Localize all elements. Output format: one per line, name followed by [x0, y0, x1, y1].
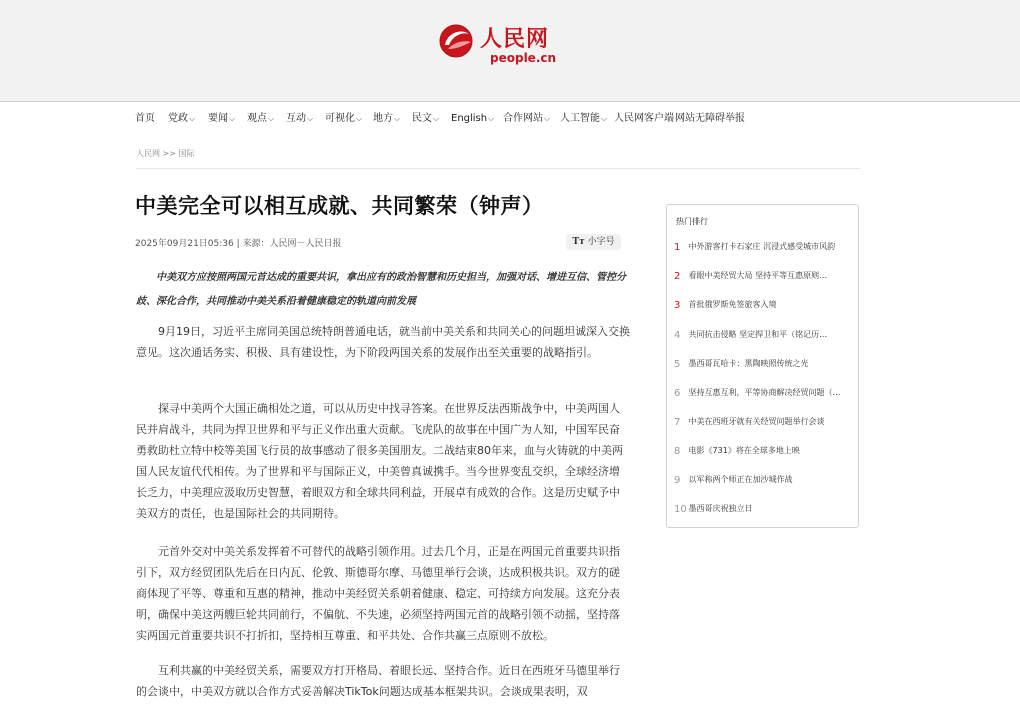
nav-label: 互动 — [286, 113, 306, 124]
nav-label: 人民网客户端 — [614, 113, 674, 124]
nav-item-interact[interactable] — [286, 113, 313, 125]
ranking-item[interactable] — [674, 241, 850, 255]
article-summary: 中美双方应按照两国元首达成的重要共识，拿出应有的政治智慧和历史担当，加强对话、增进互信、管控分歧、深化合作，共同推动中美关系沿着健康稳定的轨道向前发展 — [136, 272, 626, 307]
nav-item-visual[interactable] — [325, 113, 362, 125]
nav-item-news[interactable] — [208, 113, 235, 125]
ranking-item[interactable] — [674, 358, 850, 372]
rank-number: 7 — [674, 417, 681, 428]
rank-number: 10 — [674, 504, 687, 515]
nav-label: 网站无障碍 — [675, 113, 725, 124]
article-meta: 2025年09月21日05:36 | 来源：人民网－人民日报 — [135, 239, 342, 249]
rank-title: 以军称两个师正在加沙城作战 — [688, 475, 793, 484]
chevron-down-icon: ⌵ — [268, 114, 275, 123]
nav-label: 地方 — [373, 113, 393, 124]
rank-number: 2 — [674, 271, 681, 282]
rank-title: 电影《731》将在全球多地上映 — [688, 446, 800, 455]
rank-title: 首批俄罗斯免签旅客入境 — [688, 300, 777, 309]
article-paragraph: 9月19日，习近平主席同美国总统特朗普通电话，就当前中美关系和共同关心的问题坦诚深入交换意见。这次通话务实、积极、具有建设性，为下阶段两国关系的发展作出至关重要的战略指引。 — [136, 325, 630, 359]
rank-title: 坚持互惠互利，平等协商解决经贸问题（… — [688, 388, 841, 397]
rank-number: 8 — [674, 446, 681, 457]
site-logo[interactable] — [436, 20, 566, 70]
rank-title: 看眼中美经贸大局 坚持平等互惠原则… — [688, 271, 828, 280]
chevron-down-icon: ⌵ — [189, 114, 196, 123]
nav-item-accessibility[interactable] — [675, 113, 725, 125]
chevron-down-icon: ⌵ — [356, 114, 363, 123]
rank-title: 墨西哥庆祝独立日 — [688, 504, 753, 513]
chevron-down-icon: ⌵ — [601, 114, 608, 123]
main-nav — [0, 103, 1020, 135]
nav-label: 可视化 — [325, 113, 355, 124]
rank-title: 墨西哥瓦哈卡：黑陶映照传统之光 — [688, 359, 809, 368]
breadcrumb[interactable]: 人民网 >> 国际 — [136, 149, 195, 158]
ranking-item[interactable] — [674, 416, 850, 430]
font-size-icon: Tт — [572, 237, 585, 247]
nav-item-opinion[interactable] — [247, 113, 274, 125]
rank-number: 5 — [674, 359, 681, 370]
ranking-item[interactable] — [674, 387, 850, 401]
chevron-down-icon: ⌵ — [488, 114, 495, 123]
ranking-item[interactable] — [674, 329, 850, 343]
hot-ranking-panel — [666, 204, 859, 528]
nav-item-party[interactable] — [168, 113, 195, 125]
chevron-down-icon: ⌵ — [229, 114, 236, 123]
ranking-item[interactable] — [674, 474, 850, 488]
nav-item-ai[interactable] — [560, 113, 607, 125]
nav-label: 要闻 — [208, 113, 228, 124]
logo-text-cn: 人民网 — [480, 26, 550, 52]
chevron-down-icon: ⌵ — [394, 114, 401, 123]
chevron-down-icon: ⌵ — [307, 114, 314, 123]
ranking-item[interactable] — [674, 299, 850, 313]
article-title: 中美完全可以相互成就、共同繁荣（钟声） — [135, 194, 544, 218]
article-paragraph: 元首外交对中美关系发挥着不可替代的战略引领作用。过去几个月，正是在两国元首重要共识指引下，双方经贸团队先后在日内瓦、伦敦、斯德哥尔摩、马德里举行会谈，达成积极共识。双方的磋商体现了平等、尊重和互惠的精神，推动中美经贸关系朝着健康、稳定、可持续方向发展。这充分表明，确保中美这两艘巨轮共同前行，不偏航、不失速，必须坚持两国元首的战略引领不动摇，坚持落实两国元首重要共识不打折扣，坚持相互尊重、和平共处、合作共赢三点原则不放松。 — [136, 545, 620, 642]
rank-title: 中外游客打卡石家庄 沉浸式感受城市风韵 — [688, 242, 836, 251]
chevron-down-icon: ⌵ — [433, 114, 440, 123]
rank-number: 3 — [674, 300, 681, 311]
rank-number: 4 — [674, 330, 681, 341]
font-size-label: 小字号 — [587, 237, 615, 247]
ranking-item[interactable] — [674, 445, 850, 459]
nav-label: 观点 — [247, 113, 267, 124]
nav-item-home[interactable] — [135, 113, 155, 125]
nav-item-local[interactable] — [373, 113, 400, 125]
nav-label: English — [451, 113, 488, 124]
rank-title: 中美在西班牙就有关经贸问题举行会谈 — [688, 417, 825, 426]
chevron-down-icon: ⌵ — [544, 114, 551, 123]
nav-label: 人工智能 — [560, 113, 600, 124]
site-header — [0, 0, 1020, 102]
nav-label: 合作网站 — [503, 113, 543, 124]
nav-label: 举报 — [725, 113, 745, 124]
people-logo-icon — [436, 20, 476, 60]
nav-item-report[interactable] — [725, 113, 745, 125]
nav-label: 党政 — [168, 113, 188, 124]
article-paragraph: 互利共赢的中美经贸关系，需要双方打开格局、着眼长远、坚持合作。近日在西班牙马德里举行的会谈中，中美双方就以合作方式妥善解决TikTok问题达成基本框架共识。会谈成果表明，双 — [136, 664, 620, 698]
logo-text-en: people.cn — [490, 51, 557, 65]
nav-label: 首页 — [135, 113, 155, 124]
nav-label: 民文 — [412, 113, 432, 124]
rank-number: 6 — [674, 388, 681, 399]
nav-item-ethnic[interactable] — [412, 113, 439, 125]
divider — [136, 168, 860, 169]
ranking-item[interactable] — [674, 270, 850, 284]
nav-item-app[interactable] — [614, 113, 674, 125]
ranking-item[interactable] — [674, 503, 850, 517]
article-paragraph: 探寻中美两个大国正确相处之道，可以从历史中找寻答案。在世界反法西斯战争中，中美两国人民并肩战斗，共同为捍卫世界和平与正义作出重大贡献。飞虎队的故事在中国广为人知，中国军民奋勇救助杜立特中校等美国飞行员的故事感动了很多美国朋友。二战结束80年来，血与火铸就的中美两国人民友谊代代相传。为了世界和平与国际正义，中美曾真诚携手。当今世界变乱交织，全球经济增长乏力，中美理应汲取历史智慧，着眼双方和全球共同利益，开展卓有成效的合作。这是历史赋予中美双方的责任，也是国际社会的共同期待。 — [136, 402, 623, 520]
rank-number: 9 — [674, 475, 681, 486]
font-size-button[interactable] — [566, 234, 621, 250]
nav-item-english[interactable] — [451, 113, 494, 125]
rank-number: 1 — [674, 242, 681, 253]
hot-ranking-title: 热门排行 — [676, 217, 708, 226]
nav-item-partners[interactable] — [503, 113, 550, 125]
rank-title: 共同抗击侵略 坚定捍卫和平（铭记历… — [688, 330, 828, 339]
